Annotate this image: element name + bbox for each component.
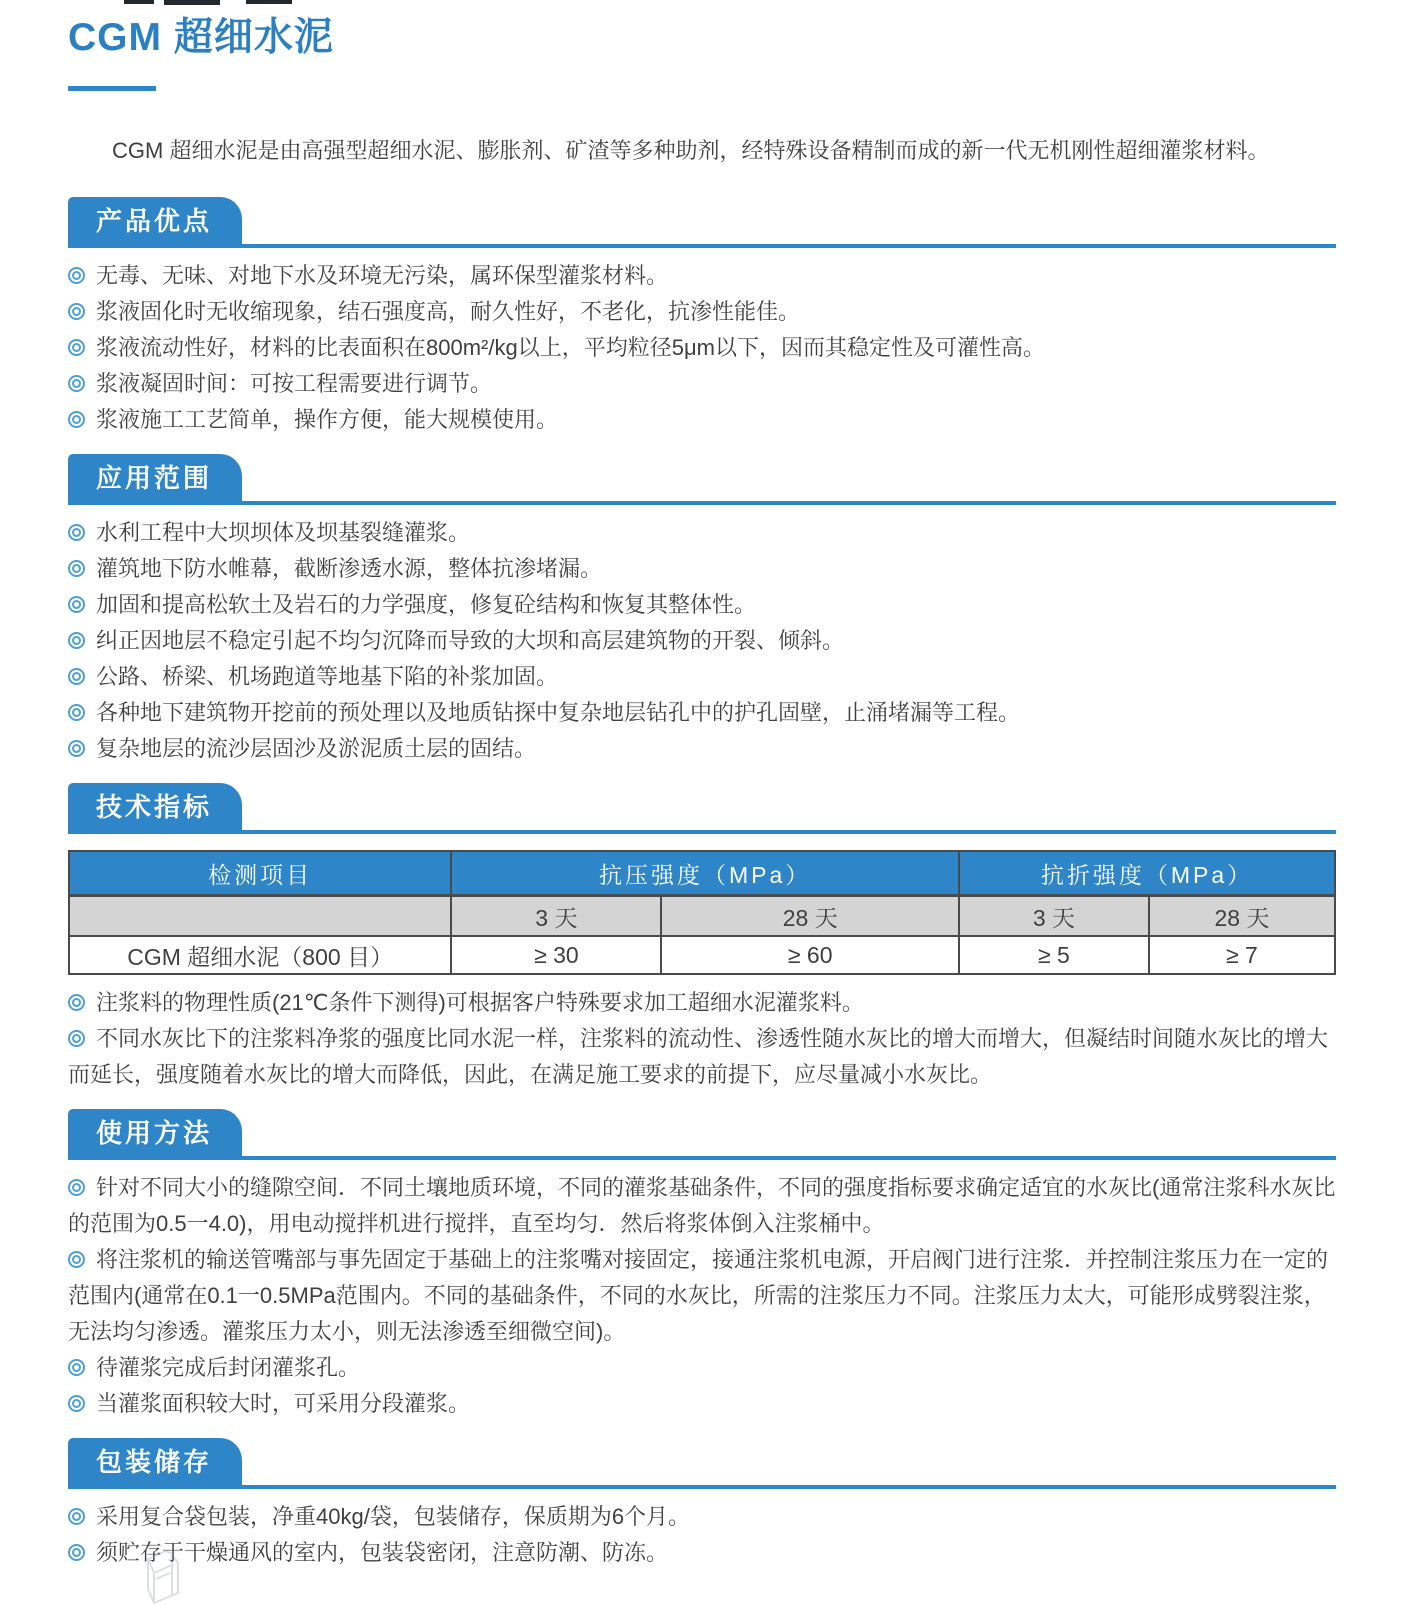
list-item-text: 将注浆机的输送管嘴部与事先固定于基础上的注浆嘴对接固定，接通注浆机电源，开启阀门进行注浆．并控制注浆压力在一定的范围内(通常在0.1一0.5MPa范围内。不同的基础条件，不同的水灰比，所需的注浆压力不同。注浆压力太大，可能形成劈裂注浆，无法均匀渗透。灌浆压力太小，则无法渗透至细微空间)。 (68, 1247, 1329, 1344)
list-item (68, 985, 1336, 1021)
list-item (68, 366, 1336, 402)
intro-paragraph: CGM 超细水泥是由高强型超细水泥、膨胀剂、矿渣等多种助剂，经特殊设备精制而成的新一代无机刚性超细灌浆材料。 (112, 138, 1270, 163)
section-header-rule (68, 197, 1336, 248)
ring-bullet-icon (68, 704, 85, 721)
list-item (68, 330, 1336, 366)
ring-bullet-icon (68, 1395, 85, 1412)
spec-table (68, 850, 1336, 975)
value-cell: ≥ 7 (1149, 936, 1335, 974)
table-subheader-row (69, 896, 1335, 937)
ring-bullet-icon (68, 668, 85, 685)
section-applications (68, 454, 1336, 767)
subheader-empty (69, 896, 451, 937)
value-cell: ≥ 30 (451, 936, 661, 974)
col-header-test-item: 检测项目 (69, 851, 451, 896)
table-row (69, 936, 1335, 974)
section-usage (68, 1109, 1336, 1422)
applications-list (68, 515, 1336, 767)
list-item-text: 须贮存于干燥通风的室内，包装袋密闭，注意防潮、防冻。 (96, 1540, 669, 1565)
list-item (68, 1535, 1336, 1571)
list-item (68, 1386, 1336, 1422)
usage-list (68, 1170, 1336, 1422)
ring-bullet-icon (68, 339, 85, 356)
list-item-text: 当灌浆面积较大时，可采用分段灌浆。 (96, 1391, 471, 1416)
ring-bullet-icon (68, 375, 85, 392)
subheader-28d: 28 天 (1149, 896, 1335, 937)
list-item (68, 1242, 1336, 1350)
list-item-text: 复杂地层的流沙层固沙及淤泥质土层的固结。 (96, 736, 537, 761)
advantages-list (68, 258, 1336, 438)
cement-bag-watermark-icon (126, 1545, 196, 1605)
title-underline (68, 86, 156, 91)
col-header-flexural: 抗折强度（MPa） (959, 851, 1335, 896)
section-heading-usage: 使用方法 (68, 1109, 242, 1156)
list-item-text: 针对不同大小的缝隙空间．不同土壤地质环境，不同的灌浆基础条件，不同的强度指标要求确定适宜的水灰比(通常注浆科水灰比的范围为0.5一4.0)，用电动搅拌机进行搅拌，直至均匀．然后将浆体倒入注浆桶中。 (68, 1175, 1336, 1236)
list-item (68, 695, 1336, 731)
list-item-text: 纠正因地层不稳定引起不均匀沉降而导致的大坝和高层建筑物的开裂、倾斜。 (96, 628, 845, 653)
list-item-text: 浆液流动性好，材料的比表面积在800m²/kg以上，平均粒径5μm以下，因而其稳定性及可灌性高。 (96, 335, 1045, 360)
ring-bullet-icon (68, 303, 85, 320)
section-heading-storage: 包装储存 (68, 1438, 242, 1485)
list-item (68, 1170, 1336, 1242)
row-label: CGM 超细水泥（800 目） (69, 936, 451, 974)
list-item-text: 公路、桥梁、机场跑道等地基下陷的补浆加固。 (96, 664, 559, 689)
list-item (68, 258, 1336, 294)
list-item (68, 515, 1336, 551)
ring-bullet-icon (68, 740, 85, 757)
section-storage (68, 1438, 1336, 1571)
list-item (68, 623, 1336, 659)
value-cell: ≥ 5 (959, 936, 1149, 974)
list-item-text: 浆液施工工艺简单，操作方便，能大规模使用。 (96, 407, 559, 432)
list-item (68, 659, 1336, 695)
list-item-text: 无毒、无味、对地下水及环境无污染，属环保型灌浆材料。 (96, 263, 669, 288)
list-item-text: 采用复合袋包装，净重40kg/袋，包装储存，保质期为6个月。 (96, 1504, 691, 1529)
section-heading-applications: 应用范围 (68, 454, 242, 501)
list-item (68, 1499, 1336, 1535)
list-item-text: 待灌浆完成后封闭灌浆孔。 (96, 1355, 361, 1380)
subheader-28d: 28 天 (661, 896, 959, 937)
list-item-text: 浆液固化时无收缩现象，结石强度高，耐久性好，不老化，抗渗性能佳。 (96, 299, 801, 324)
ring-bullet-icon (68, 1359, 85, 1376)
list-item-text: 不同水灰比下的注浆料净浆的强度比同水泥一样，注浆料的流动性、渗透性随水灰比的增大而增大，但凝结时间随水灰比的增大而延长，强度随着水灰比的增大而降低，因此，在满足施工要求的前提下，应尽量减小水灰比。 (68, 1026, 1329, 1087)
ring-bullet-icon (68, 1179, 85, 1196)
section-header-rule (68, 783, 1336, 834)
list-item (68, 731, 1336, 767)
section-header-rule (68, 1438, 1336, 1489)
ring-bullet-icon (68, 632, 85, 649)
subheader-3d: 3 天 (959, 896, 1149, 937)
ring-bullet-icon (68, 1544, 85, 1561)
ring-bullet-icon (68, 411, 85, 428)
ring-bullet-icon (68, 524, 85, 541)
list-item-text: 水利工程中大坝坝体及坝基裂缝灌浆。 (96, 520, 471, 545)
list-item (68, 402, 1336, 438)
ring-bullet-icon (68, 1508, 85, 1525)
list-item-text: 浆液凝固时间：可按工程需要进行调节。 (96, 371, 493, 396)
subheader-3d: 3 天 (451, 896, 661, 937)
list-item (68, 1350, 1336, 1386)
list-item-text: 灌筑地下防水帷幕，截断渗透水源，整体抗渗堵漏。 (96, 556, 603, 581)
col-header-compressive: 抗压强度（MPa） (451, 851, 959, 896)
page-title: CGM 超细水泥 (68, 16, 334, 59)
cropped-text-fragment (246, 0, 292, 4)
section-specs (68, 783, 1336, 1093)
section-header-rule (68, 454, 1336, 505)
section-advantages (68, 197, 1336, 438)
list-item-text: 加固和提高松软土及岩石的力学强度，修复砼结构和恢复其整体性。 (96, 592, 757, 617)
section-heading-specs: 技术指标 (68, 783, 242, 830)
cropped-text-fragment (164, 0, 220, 5)
list-item (68, 1021, 1336, 1093)
ring-bullet-icon (68, 560, 85, 577)
ring-bullet-icon (68, 994, 85, 1011)
cropped-text-fragment (124, 0, 154, 4)
list-item-text: 注浆料的物理性质(21℃条件下测得)可根据客户特殊要求加工超细水泥灌浆料。 (96, 990, 864, 1015)
table-header-row (69, 851, 1335, 896)
ring-bullet-icon (68, 267, 85, 284)
ring-bullet-icon (68, 1030, 85, 1047)
section-header-rule (68, 1109, 1336, 1160)
value-cell: ≥ 60 (661, 936, 959, 974)
ring-bullet-icon (68, 1251, 85, 1268)
list-item (68, 294, 1336, 330)
specs-notes-list (68, 985, 1336, 1093)
list-item-text: 各种地下建筑物开挖前的预处理以及地质钻探中复杂地层钻孔中的护孔固壁，止涌堵漏等工程。 (96, 700, 1021, 725)
section-heading-advantages: 产品优点 (68, 197, 242, 244)
list-item (68, 587, 1336, 623)
storage-list (68, 1499, 1336, 1571)
ring-bullet-icon (68, 596, 85, 613)
list-item (68, 551, 1336, 587)
